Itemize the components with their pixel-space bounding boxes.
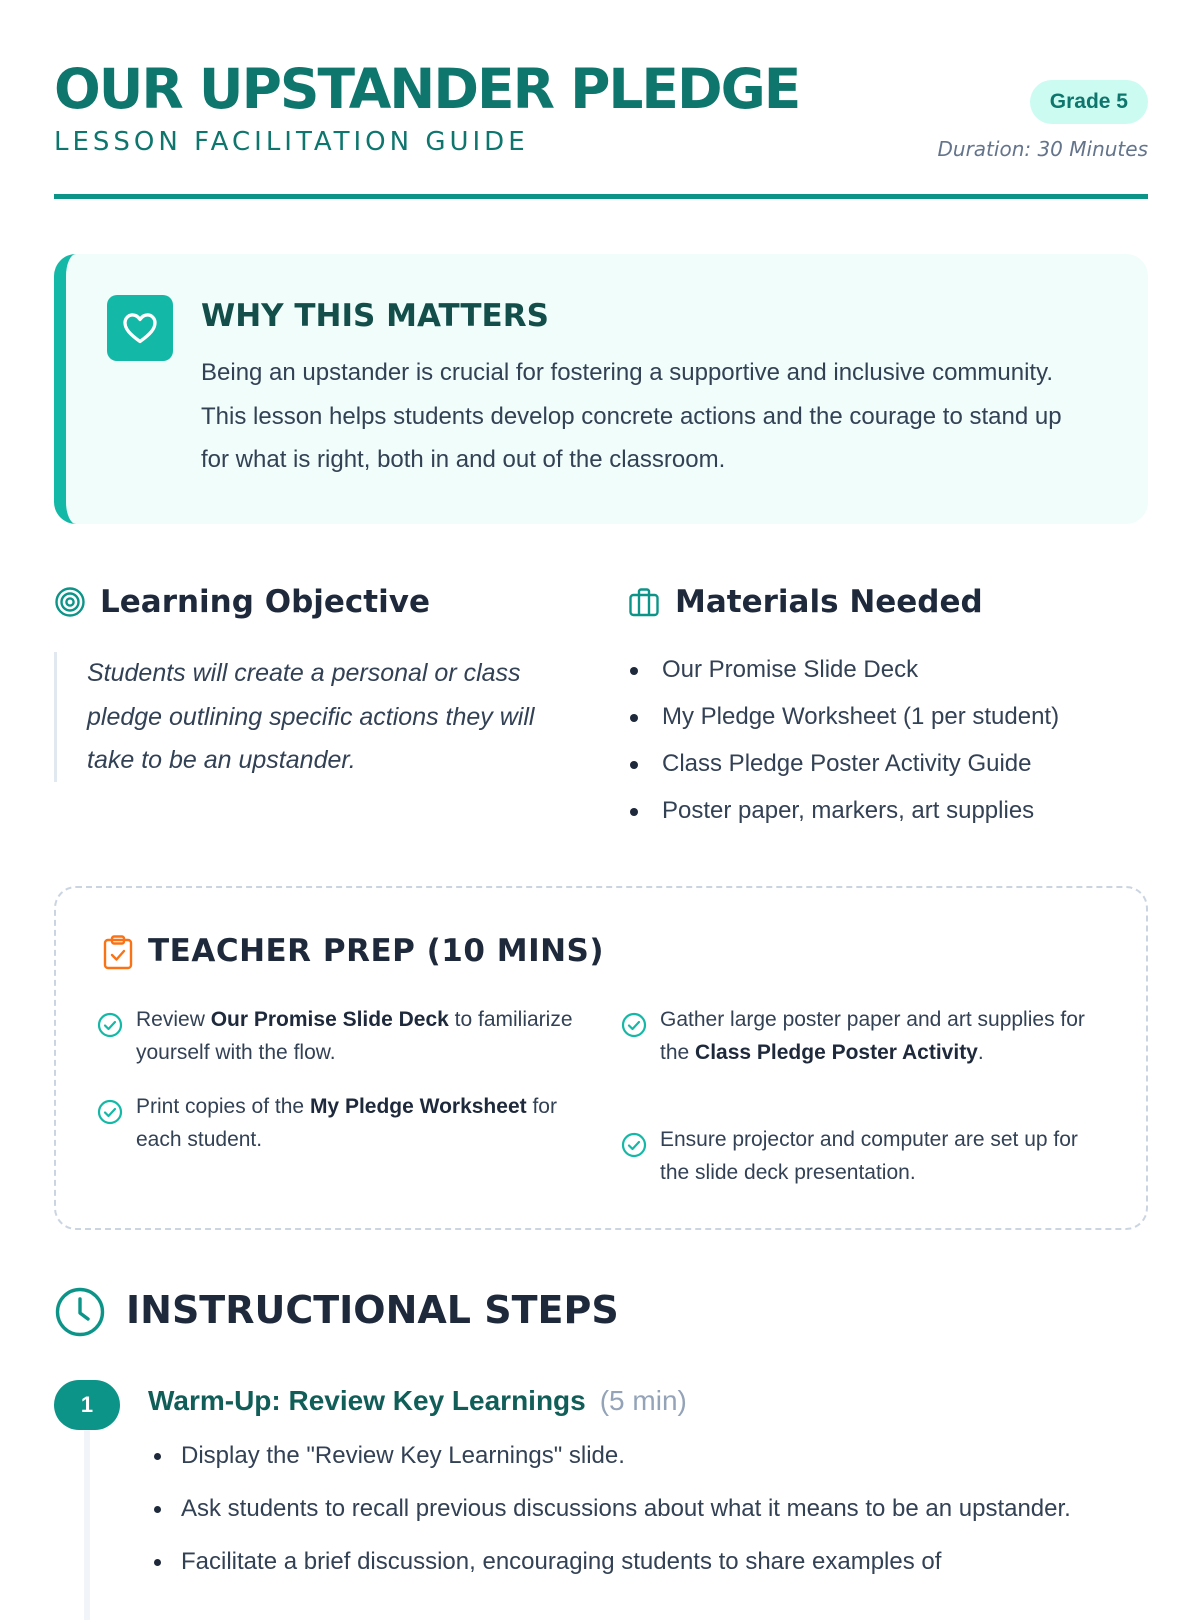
teacher-prep-heading: TEACHER PREP (10 MINS) [148, 933, 605, 969]
list-item: Our Promise Slide Deck [626, 650, 1148, 697]
grade-badge: Grade 5 [1030, 80, 1148, 124]
page-subtitle: LESSON FACILITATION GUIDE [54, 127, 529, 157]
why-text: Being an upstander is crucial for fostering a supportive and inclusive community. This lesson helps students develop concrete actions and the courage to stand up for what is right, both in and out of the classroom. [201, 359, 1062, 473]
briefcase-icon [628, 586, 660, 618]
instructional-steps-heading: INSTRUCTIONAL STEPS [126, 1288, 619, 1332]
header-divider [54, 194, 1148, 199]
timeline-line [84, 1400, 90, 1620]
check-circle-icon [97, 1099, 123, 1125]
prep-text: Review [136, 1008, 211, 1031]
prep-text: Print copies of the [136, 1095, 310, 1118]
teacher-prep-card [54, 886, 1148, 1230]
prep-text-bold: Class Pledge Poster Activity [695, 1041, 978, 1064]
step-duration: (5 min) [599, 1385, 687, 1416]
prep-item [97, 1003, 577, 1073]
clock-icon [54, 1286, 106, 1338]
learning-objective-heading: Learning Objective [100, 584, 430, 620]
step-number: 1 [54, 1380, 120, 1430]
learning-objective-text: Students will create a personal or class pledge outlining specific actions they will take to be an upstander. [54, 652, 574, 782]
check-circle-icon [621, 1132, 647, 1158]
list-item: Facilitate a brief discussion, encouraging students to share examples of [148, 1542, 1148, 1582]
prep-text-bold: Our Promise Slide Deck [210, 1008, 449, 1031]
list-item: Poster paper, markers, art supplies [626, 791, 1148, 838]
list-item: My Pledge Worksheet (1 per student) [626, 697, 1148, 744]
heart-icon [107, 295, 173, 361]
check-circle-icon [621, 1012, 647, 1038]
prep-text: . [977, 1041, 984, 1064]
lesson-guide-page [54, 0, 1148, 1600]
prep-item [621, 1003, 1111, 1108]
list-item: Class Pledge Poster Activity Guide [626, 744, 1148, 791]
prep-text: Gather large poster paper and art supplies for the [660, 1008, 1085, 1064]
prep-item [97, 1090, 577, 1160]
step-title [148, 1384, 687, 1418]
why-heading: WHY THIS MATTERS [201, 298, 549, 334]
prep-text: Ensure projector and computer are set up for the slide deck presentation. [660, 1128, 1078, 1184]
clipboard-check-icon [102, 934, 134, 970]
why-this-matters-card [54, 254, 1148, 524]
materials-heading: Materials Needed [675, 584, 983, 620]
step-title-text: Warm-Up: Review Key Learnings [148, 1385, 586, 1416]
step-bullet-list [148, 1436, 1148, 1595]
header [54, 58, 1148, 200]
check-circle-icon [97, 1012, 123, 1038]
target-icon [54, 586, 86, 618]
prep-text-bold: My Pledge Worksheet [309, 1095, 527, 1118]
duration-label: Duration: 30 Minutes [937, 137, 1148, 161]
prep-text: for each student. [136, 1095, 557, 1151]
prep-text: to familiarize yourself with the flow. [136, 1008, 573, 1064]
list-item: Display the "Review Key Learnings" slide. [148, 1436, 1148, 1476]
page-title: OUR UPSTANDER PLEDGE [54, 57, 800, 121]
prep-item [621, 1123, 1111, 1193]
materials-list [626, 650, 1148, 838]
list-item: Ask students to recall previous discussions about what it means to be an upstander. [148, 1489, 1148, 1529]
